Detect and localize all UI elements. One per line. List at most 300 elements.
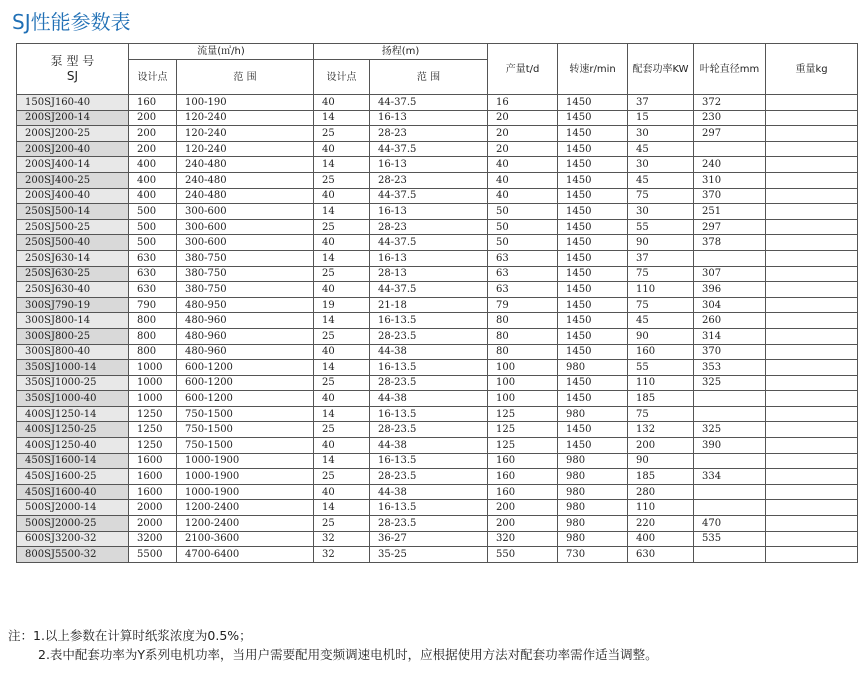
speed-cell: 980	[558, 406, 628, 422]
table-row	[17, 344, 858, 360]
impeller-cell: 297	[694, 126, 766, 142]
head-range-cell: 28-23.5	[370, 422, 488, 438]
output-cell: 125	[488, 438, 558, 454]
table-row	[17, 126, 858, 142]
flow-range-cell: 300-600	[177, 204, 314, 220]
flow-design-point-cell: 200	[129, 126, 177, 142]
flow-design-point-cell: 1600	[129, 469, 177, 485]
head-design-point-cell: 32	[314, 547, 370, 563]
table-row	[17, 172, 858, 188]
output-cell: 63	[488, 266, 558, 282]
flow-design-point-cell: 1250	[129, 438, 177, 454]
impeller-cell: 370	[694, 344, 766, 360]
impeller-header: 叶轮直径mm	[694, 44, 766, 95]
output-cell: 100	[488, 391, 558, 407]
head-range-cell: 16-13	[370, 250, 488, 266]
head-range-cell: 28-23.5	[370, 375, 488, 391]
impeller-cell: 260	[694, 313, 766, 329]
model-cell: 250SJ500-40	[17, 235, 129, 251]
weight-cell	[766, 95, 858, 111]
impeller-cell: 470	[694, 516, 766, 532]
model-cell: 350SJ1000-14	[17, 360, 129, 376]
head-design-point-cell: 25	[314, 266, 370, 282]
output-cell: 160	[488, 484, 558, 500]
model-cell: 300SJ800-14	[17, 313, 129, 329]
speed-cell: 1450	[558, 266, 628, 282]
speed-cell: 1450	[558, 250, 628, 266]
table-row	[17, 219, 858, 235]
flow-design-point-cell: 1000	[129, 360, 177, 376]
model-cell: 300SJ790-19	[17, 297, 129, 313]
model-cell: 450SJ1600-14	[17, 453, 129, 469]
head-design-point-cell: 25	[314, 422, 370, 438]
model-cell: 200SJ200-25	[17, 126, 129, 142]
table-row	[17, 110, 858, 126]
output-cell: 200	[488, 500, 558, 516]
impeller-cell: 325	[694, 422, 766, 438]
head-design-point-cell: 40	[314, 344, 370, 360]
sj-performance-table	[16, 43, 858, 563]
table-row	[17, 438, 858, 454]
flow-range-cell: 750-1500	[177, 406, 314, 422]
flow-design-point-cell: 400	[129, 188, 177, 204]
impeller-cell	[694, 484, 766, 500]
speed-cell: 1450	[558, 422, 628, 438]
table-row	[17, 500, 858, 516]
model-cell: 500SJ2000-25	[17, 516, 129, 532]
flow-design-point-cell: 400	[129, 172, 177, 188]
head-range-cell: 28-23	[370, 126, 488, 142]
weight-cell	[766, 313, 858, 329]
output-cell: 20	[488, 126, 558, 142]
weight-cell	[766, 126, 858, 142]
flow-design-point-cell: 800	[129, 313, 177, 329]
impeller-cell: 304	[694, 297, 766, 313]
head-range-cell: 36-27	[370, 531, 488, 547]
head-range-cell: 16-13	[370, 157, 488, 173]
speed-cell: 1450	[558, 95, 628, 111]
weight-cell	[766, 375, 858, 391]
speed-cell: 1450	[558, 141, 628, 157]
output-cell: 20	[488, 141, 558, 157]
speed-cell: 1450	[558, 297, 628, 313]
power-header: 配套功率KW	[628, 44, 694, 95]
flow-design-point-cell: 800	[129, 328, 177, 344]
weight-cell	[766, 500, 858, 516]
head-design-point-cell: 14	[314, 500, 370, 516]
power-cell: 55	[628, 360, 694, 376]
weight-cell	[766, 282, 858, 298]
output-cell: 63	[488, 282, 558, 298]
weight-cell	[766, 188, 858, 204]
table-row	[17, 297, 858, 313]
head-design-point-cell: 40	[314, 282, 370, 298]
table-row	[17, 157, 858, 173]
output-header: 产量t/d	[488, 44, 558, 95]
model-cell: 250SJ630-40	[17, 282, 129, 298]
impeller-cell: 372	[694, 95, 766, 111]
model-cell: 200SJ200-40	[17, 141, 129, 157]
weight-cell	[766, 110, 858, 126]
model-cell: 450SJ1600-40	[17, 484, 129, 500]
impeller-cell: 314	[694, 328, 766, 344]
flow-range-cell: 4700-6400	[177, 547, 314, 563]
table-row	[17, 266, 858, 282]
speed-cell: 1450	[558, 391, 628, 407]
table-row	[17, 235, 858, 251]
impeller-cell: 297	[694, 219, 766, 235]
output-cell: 160	[488, 453, 558, 469]
head-range-cell: 28-13	[370, 266, 488, 282]
table-header	[17, 44, 858, 95]
power-cell: 30	[628, 157, 694, 173]
table-row	[17, 204, 858, 220]
speed-cell: 980	[558, 500, 628, 516]
table-row	[17, 422, 858, 438]
weight-cell	[766, 391, 858, 407]
power-cell: 30	[628, 204, 694, 220]
output-cell: 50	[488, 204, 558, 220]
head-design-point-cell: 14	[314, 204, 370, 220]
output-cell: 63	[488, 250, 558, 266]
speed-cell: 1450	[558, 172, 628, 188]
impeller-cell	[694, 453, 766, 469]
head-design-point-cell: 25	[314, 375, 370, 391]
flow-range-cell: 380-750	[177, 250, 314, 266]
head-design-point-cell: 40	[314, 484, 370, 500]
model-cell: 250SJ500-14	[17, 204, 129, 220]
weight-cell	[766, 360, 858, 376]
table-row	[17, 313, 858, 329]
output-cell: 550	[488, 547, 558, 563]
flow-range-cell: 480-960	[177, 328, 314, 344]
speed-cell: 1450	[558, 110, 628, 126]
head-range-cell: 16-13.5	[370, 406, 488, 422]
impeller-cell	[694, 391, 766, 407]
table-row	[17, 250, 858, 266]
output-cell: 40	[488, 157, 558, 173]
impeller-cell: 396	[694, 282, 766, 298]
table-row	[17, 453, 858, 469]
power-cell: 110	[628, 282, 694, 298]
power-cell: 110	[628, 375, 694, 391]
head-range-cell: 16-13.5	[370, 500, 488, 516]
impeller-cell	[694, 547, 766, 563]
table-body	[17, 95, 858, 563]
flow-design-point-cell: 1000	[129, 375, 177, 391]
flow-design-point-cell: 3200	[129, 531, 177, 547]
model-cell: 300SJ800-40	[17, 344, 129, 360]
output-cell: 125	[488, 406, 558, 422]
head-design-point-cell: 40	[314, 95, 370, 111]
head-range-cell: 16-13.5	[370, 453, 488, 469]
head-range-cell: 28-23	[370, 172, 488, 188]
flow-range-cell: 600-1200	[177, 360, 314, 376]
impeller-cell: 325	[694, 375, 766, 391]
speed-cell: 1450	[558, 126, 628, 142]
head-design-point-cell: 14	[314, 157, 370, 173]
head-range-cell: 44-37.5	[370, 95, 488, 111]
speed-cell: 1450	[558, 219, 628, 235]
output-cell: 160	[488, 469, 558, 485]
table-row	[17, 469, 858, 485]
head-design-point-cell: 40	[314, 188, 370, 204]
head-range-cell: 44-38	[370, 484, 488, 500]
head-design-point-cell: 40	[314, 438, 370, 454]
note-1: 注：1.以上参数在计算时纸浆浓度为0.5%；	[8, 628, 252, 643]
speed-header: 转速r/min	[558, 44, 628, 95]
weight-cell	[766, 250, 858, 266]
output-cell: 80	[488, 344, 558, 360]
flow-range-cell: 380-750	[177, 282, 314, 298]
impeller-cell: 240	[694, 157, 766, 173]
weight-cell	[766, 516, 858, 532]
power-cell: 75	[628, 406, 694, 422]
impeller-cell: 334	[694, 469, 766, 485]
flow-range-cell: 100-190	[177, 95, 314, 111]
power-cell: 75	[628, 266, 694, 282]
weight-cell	[766, 172, 858, 188]
speed-cell: 1450	[558, 313, 628, 329]
head-range-cell: 21-18	[370, 297, 488, 313]
speed-cell: 980	[558, 469, 628, 485]
head-design-point-cell: 40	[314, 235, 370, 251]
power-cell: 75	[628, 297, 694, 313]
power-cell: 90	[628, 328, 694, 344]
head-range-cell: 28-23.5	[370, 328, 488, 344]
weight-header: 重量kg	[766, 44, 858, 95]
output-cell: 50	[488, 219, 558, 235]
flow-range-cell: 2100-3600	[177, 531, 314, 547]
power-cell: 37	[628, 95, 694, 111]
output-cell: 200	[488, 516, 558, 532]
flow-range-cell: 750-1500	[177, 422, 314, 438]
model-cell: 250SJ630-14	[17, 250, 129, 266]
head-range-cell: 16-13	[370, 110, 488, 126]
flow-range-cell: 1000-1900	[177, 469, 314, 485]
speed-cell: 1450	[558, 438, 628, 454]
impeller-cell: 230	[694, 110, 766, 126]
flow-range-cell: 600-1200	[177, 391, 314, 407]
power-cell: 185	[628, 391, 694, 407]
power-cell: 630	[628, 547, 694, 563]
speed-cell: 730	[558, 547, 628, 563]
flow-design-point-cell: 630	[129, 266, 177, 282]
flow-range-cell: 600-1200	[177, 375, 314, 391]
power-cell: 110	[628, 500, 694, 516]
flow-range-header: 范 围	[177, 60, 314, 95]
model-cell: 200SJ200-14	[17, 110, 129, 126]
speed-cell: 980	[558, 453, 628, 469]
speed-cell: 1450	[558, 282, 628, 298]
flow-range-cell: 480-950	[177, 297, 314, 313]
flow-design-point-cell: 500	[129, 235, 177, 251]
head-design-point-cell: 25	[314, 328, 370, 344]
speed-cell: 1450	[558, 157, 628, 173]
flow-range-cell: 300-600	[177, 219, 314, 235]
flow-range-cell: 380-750	[177, 266, 314, 282]
table-row	[17, 375, 858, 391]
power-cell: 280	[628, 484, 694, 500]
speed-cell: 1450	[558, 204, 628, 220]
speed-cell: 1450	[558, 344, 628, 360]
power-cell: 37	[628, 250, 694, 266]
head-design-point-cell: 25	[314, 126, 370, 142]
flow-range-cell: 120-240	[177, 126, 314, 142]
model-cell: 400SJ1250-14	[17, 406, 129, 422]
head-design-point-cell: 19	[314, 297, 370, 313]
head-range-cell: 28-23.5	[370, 469, 488, 485]
flow-design-point-cell: 800	[129, 344, 177, 360]
output-cell: 320	[488, 531, 558, 547]
head-design-point-cell: 25	[314, 172, 370, 188]
table-row	[17, 516, 858, 532]
model-cell: 250SJ500-25	[17, 219, 129, 235]
head-design-point-cell: 25	[314, 469, 370, 485]
impeller-cell: 370	[694, 188, 766, 204]
head-design-point-cell: 14	[314, 110, 370, 126]
impeller-cell	[694, 500, 766, 516]
power-cell: 45	[628, 141, 694, 157]
output-cell: 20	[488, 110, 558, 126]
flow-design-point-header: 设计点	[129, 60, 177, 95]
table-row	[17, 328, 858, 344]
flow-design-point-cell: 630	[129, 282, 177, 298]
weight-cell	[766, 204, 858, 220]
power-cell: 132	[628, 422, 694, 438]
page-title: SJ性能参数表	[12, 10, 131, 34]
flow-range-cell: 120-240	[177, 110, 314, 126]
output-cell: 79	[488, 297, 558, 313]
flow-design-point-cell: 1250	[129, 406, 177, 422]
power-cell: 15	[628, 110, 694, 126]
impeller-cell: 310	[694, 172, 766, 188]
flow-design-point-cell: 2000	[129, 500, 177, 516]
head-design-point-cell: 14	[314, 453, 370, 469]
head-range-cell: 35-25	[370, 547, 488, 563]
table-row	[17, 282, 858, 298]
weight-cell	[766, 328, 858, 344]
model-cell: 350SJ1000-40	[17, 391, 129, 407]
power-cell: 30	[628, 126, 694, 142]
speed-cell: 1450	[558, 328, 628, 344]
flow-range-cell: 1200-2400	[177, 500, 314, 516]
speed-cell: 980	[558, 484, 628, 500]
flow-design-point-cell: 160	[129, 95, 177, 111]
head-range-cell: 44-38	[370, 344, 488, 360]
model-cell: 500SJ2000-14	[17, 500, 129, 516]
table-row	[17, 484, 858, 500]
model-cell: 250SJ630-25	[17, 266, 129, 282]
speed-cell: 1450	[558, 188, 628, 204]
model-header	[17, 44, 129, 95]
impeller-cell: 251	[694, 204, 766, 220]
weight-cell	[766, 422, 858, 438]
speed-cell: 1450	[558, 375, 628, 391]
head-range-cell: 44-38	[370, 391, 488, 407]
flow-design-point-cell: 1600	[129, 484, 177, 500]
output-cell: 50	[488, 235, 558, 251]
head-range-cell: 44-37.5	[370, 282, 488, 298]
output-cell: 40	[488, 188, 558, 204]
flow-group-header: 流量(㎥/h)	[129, 44, 314, 60]
head-design-point-cell: 32	[314, 531, 370, 547]
head-design-point-header: 设计点	[314, 60, 370, 95]
power-cell: 160	[628, 344, 694, 360]
head-range-header: 范 围	[370, 60, 488, 95]
flow-design-point-cell: 2000	[129, 516, 177, 532]
speed-cell: 980	[558, 531, 628, 547]
table-row	[17, 141, 858, 157]
head-design-point-cell: 25	[314, 219, 370, 235]
flow-design-point-cell: 500	[129, 204, 177, 220]
flow-design-point-cell: 630	[129, 250, 177, 266]
power-cell: 185	[628, 469, 694, 485]
note-2: 2.表中配套功率为Y系列电机功率，当用户需要配用变频调速电机时，应根据使用方法对配套功率需作适当调整。	[38, 647, 658, 662]
impeller-cell: 390	[694, 438, 766, 454]
head-design-point-cell: 14	[314, 313, 370, 329]
model-cell: 150SJ160-40	[17, 95, 129, 111]
head-group-header: 扬程(m)	[314, 44, 488, 60]
table-row	[17, 360, 858, 376]
model-cell: 350SJ1000-25	[17, 375, 129, 391]
table-row	[17, 547, 858, 563]
power-cell: 55	[628, 219, 694, 235]
flow-range-cell: 240-480	[177, 157, 314, 173]
output-cell: 100	[488, 375, 558, 391]
output-cell: 40	[488, 172, 558, 188]
head-range-cell: 44-37.5	[370, 188, 488, 204]
impeller-cell	[694, 406, 766, 422]
table-row	[17, 95, 858, 111]
weight-cell	[766, 297, 858, 313]
head-range-cell: 44-37.5	[370, 235, 488, 251]
flow-range-cell: 240-480	[177, 172, 314, 188]
weight-cell	[766, 344, 858, 360]
model-cell: 200SJ400-14	[17, 157, 129, 173]
power-cell: 90	[628, 453, 694, 469]
weight-cell	[766, 266, 858, 282]
head-design-point-cell: 40	[314, 391, 370, 407]
table-row	[17, 391, 858, 407]
weight-cell	[766, 547, 858, 563]
speed-cell: 1450	[558, 235, 628, 251]
impeller-cell: 353	[694, 360, 766, 376]
model-cell: 800SJ5500-32	[17, 547, 129, 563]
weight-cell	[766, 219, 858, 235]
flow-design-point-cell: 500	[129, 219, 177, 235]
impeller-cell	[694, 141, 766, 157]
table-row	[17, 531, 858, 547]
head-design-point-cell: 40	[314, 141, 370, 157]
power-cell: 400	[628, 531, 694, 547]
weight-cell	[766, 235, 858, 251]
table-row	[17, 188, 858, 204]
model-cell: 400SJ1250-40	[17, 438, 129, 454]
head-design-point-cell: 14	[314, 406, 370, 422]
flow-design-point-cell: 790	[129, 297, 177, 313]
output-cell: 80	[488, 328, 558, 344]
head-range-cell: 28-23	[370, 219, 488, 235]
flow-design-point-cell: 200	[129, 110, 177, 126]
flow-range-cell: 1200-2400	[177, 516, 314, 532]
weight-cell	[766, 531, 858, 547]
power-cell: 90	[628, 235, 694, 251]
output-cell: 16	[488, 95, 558, 111]
head-range-cell: 28-23.5	[370, 516, 488, 532]
weight-cell	[766, 406, 858, 422]
impeller-cell: 535	[694, 531, 766, 547]
